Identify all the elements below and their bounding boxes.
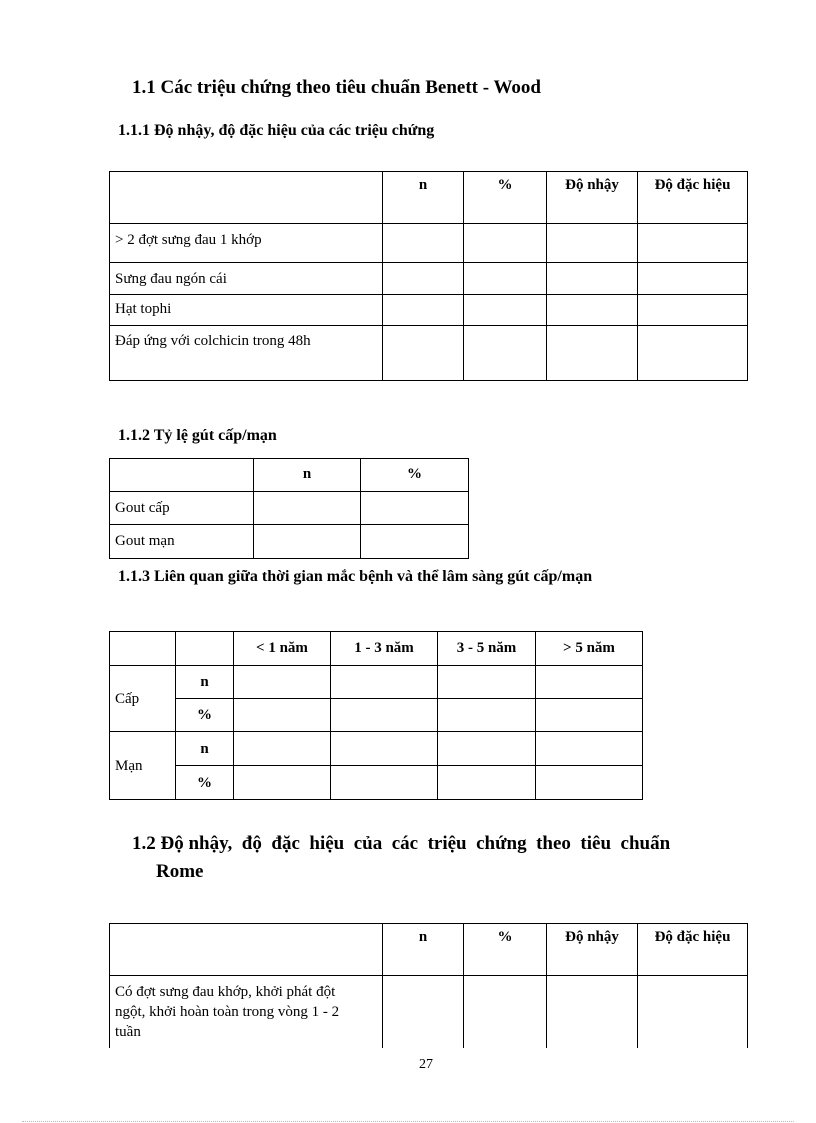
empty-cell <box>638 295 748 326</box>
empty-cell <box>383 976 464 1048</box>
empty-cell <box>234 766 331 800</box>
table-row <box>110 295 748 326</box>
header-cell-3-5-years: 3 - 5 năm <box>438 632 536 666</box>
header-cell-sensitivity: Độ nhậy <box>547 924 638 976</box>
header-cell-empty <box>110 924 383 976</box>
row-label: Có đợt sưng đau khớp, khởi phát đột ngột, khởi hoàn toàn trong vòng 1 - 2 tuần <box>110 976 383 1048</box>
header-cell-n: n <box>254 459 361 492</box>
table-row <box>110 492 469 525</box>
empty-cell <box>547 295 638 326</box>
section-1-2-title-continuation: Rome <box>156 861 204 882</box>
header-cell-percent: % <box>464 924 547 976</box>
empty-cell <box>331 732 438 766</box>
header-cell-empty <box>110 632 176 666</box>
empty-cell <box>438 699 536 732</box>
sub-label-n: n <box>176 666 234 699</box>
empty-cell <box>536 666 643 699</box>
row-label: Hạt tophi <box>110 295 383 326</box>
row-label: Sưng đau ngón cái <box>110 263 383 295</box>
header-cell-percent: % <box>464 172 547 224</box>
section-1-1-title: 1.1 Các triệu chứng theo tiêu chuẩn Benett - Wood <box>132 77 541 98</box>
table-row <box>110 326 748 381</box>
row-label: Đáp ứng với colchicin trong 48h <box>110 326 383 381</box>
empty-cell <box>638 326 748 381</box>
group-label-chronic: Mạn <box>110 732 176 800</box>
row-label: > 2 đợt sưng đau 1 khớp <box>110 224 383 263</box>
subsection-1-1-2-title: 1.1.2 Tỷ lệ gút cấp/mạn <box>118 427 277 444</box>
empty-cell <box>383 295 464 326</box>
empty-cell <box>536 699 643 732</box>
table-header-row <box>110 172 748 224</box>
empty-cell <box>383 326 464 381</box>
empty-cell <box>438 766 536 800</box>
table-row <box>110 525 469 559</box>
header-cell-specificity: Độ đặc hiệu <box>638 172 748 224</box>
empty-cell <box>547 976 638 1048</box>
header-cell-sensitivity: Độ nhậy <box>547 172 638 224</box>
empty-cell <box>383 263 464 295</box>
table-row <box>110 699 643 732</box>
table-row <box>110 224 748 263</box>
empty-cell <box>254 525 361 559</box>
subsection-1-1-1-title: 1.1.1 Độ nhậy, độ đặc hiệu của các triệu chứng <box>118 122 435 139</box>
empty-cell <box>383 224 464 263</box>
header-cell-percent: % <box>361 459 469 492</box>
table-row <box>110 766 643 800</box>
sensitivity-table-rome <box>109 923 748 1048</box>
sensitivity-table-benett-wood <box>109 171 748 381</box>
subsection-1-1-3-title: 1.1.3 Liên quan giữa thời gian mắc bệnh và thể lâm sàng gút cấp/mạn <box>118 568 593 585</box>
acute-chronic-ratio-table <box>109 458 469 559</box>
header-cell-empty <box>110 172 383 224</box>
table-row <box>110 732 643 766</box>
sub-label-n: n <box>176 732 234 766</box>
empty-cell <box>464 224 547 263</box>
table-row <box>110 263 748 295</box>
empty-cell <box>361 525 469 559</box>
empty-cell <box>638 224 748 263</box>
header-cell-1-3-years: 1 - 3 năm <box>331 632 438 666</box>
table-header-row <box>110 632 643 666</box>
table-row <box>110 666 643 699</box>
table-header-row <box>110 924 748 976</box>
empty-cell <box>638 263 748 295</box>
empty-cell <box>638 976 748 1048</box>
page-bottom-divider <box>22 1121 794 1122</box>
sub-label-percent: % <box>176 766 234 800</box>
empty-cell <box>536 732 643 766</box>
empty-cell <box>547 326 638 381</box>
empty-cell <box>331 766 438 800</box>
empty-cell <box>547 263 638 295</box>
empty-cell <box>331 666 438 699</box>
page-number: 27 <box>419 1057 433 1072</box>
group-label-acute: Cấp <box>110 666 176 732</box>
empty-cell <box>536 766 643 800</box>
header-cell-gt-5-years: > 5 năm <box>536 632 643 666</box>
empty-cell <box>234 699 331 732</box>
header-cell-empty <box>110 459 254 492</box>
empty-cell <box>464 976 547 1048</box>
empty-cell <box>234 732 331 766</box>
empty-cell <box>234 666 331 699</box>
header-cell-empty <box>176 632 234 666</box>
table-row <box>110 976 748 1048</box>
empty-cell <box>254 492 361 525</box>
empty-cell <box>438 666 536 699</box>
sub-label-percent: % <box>176 699 234 732</box>
header-cell-specificity: Độ đặc hiệu <box>638 924 748 976</box>
section-1-2-title: 1.2 Độ nhậy, độ đặc hiệu của các triệu chứng theo tiêu chuẩn <box>132 833 671 854</box>
header-cell-n: n <box>383 172 464 224</box>
row-label: Gout mạn <box>110 525 254 559</box>
empty-cell <box>464 326 547 381</box>
duration-vs-form-table <box>109 631 643 800</box>
empty-cell <box>547 224 638 263</box>
header-cell-lt-1-year: < 1 năm <box>234 632 331 666</box>
row-label: Gout cấp <box>110 492 254 525</box>
empty-cell <box>464 263 547 295</box>
table-header-row <box>110 459 469 492</box>
header-cell-n: n <box>383 924 464 976</box>
empty-cell <box>464 295 547 326</box>
empty-cell <box>438 732 536 766</box>
empty-cell <box>331 699 438 732</box>
empty-cell <box>361 492 469 525</box>
